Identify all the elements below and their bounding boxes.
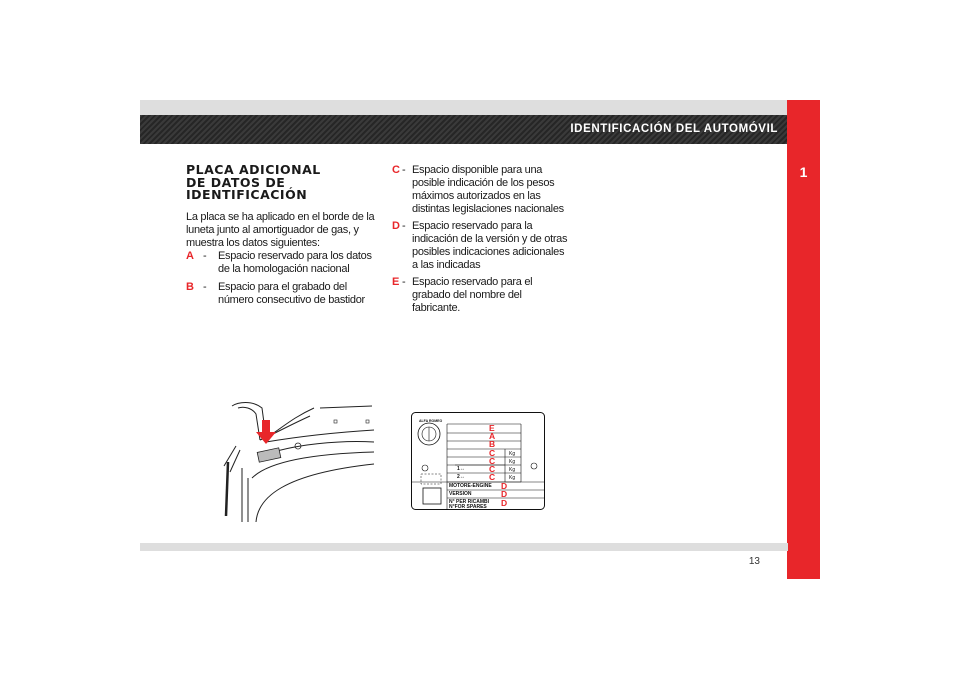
plate-letter: D	[501, 489, 508, 499]
plate-row-engine: MOTORE-ENGINE	[449, 483, 492, 489]
data-plate-location	[257, 448, 281, 462]
plate-row-spares-1: N° PER RICAMBI	[449, 499, 490, 505]
item-text: Espacio reservado para la indicación de la versión y de otras posibles indicaciones adicionales a las indicadas	[412, 220, 568, 271]
section-title-line-1: PLACA ADICIONAL	[186, 162, 321, 177]
items-list-right	[392, 164, 572, 319]
item-letter: B	[186, 281, 194, 293]
section-title	[186, 164, 386, 202]
plate-logo-text: ALFA ROMEO	[419, 419, 443, 423]
plate-letter: D	[501, 498, 508, 508]
plate-kg: Kg	[509, 459, 516, 465]
list-item: E - Espacio reservado para el grabado del nombre del fabricante.	[392, 276, 572, 315]
item-text: Espacio para el grabado del número consecutivo de bastidor	[218, 281, 365, 306]
item-text: Espacio disponible para una posible indicación de los pesos máximos autorizados en las distintas legislaciones nacionales	[412, 164, 564, 215]
plate-axle-1: 1↔	[457, 466, 465, 472]
section-title-line-3: IDENTIFICACIÓN	[186, 187, 308, 202]
chapter-number: 1	[799, 164, 808, 180]
trunk-illustration	[222, 398, 376, 524]
section-title-line-2: DE DATOS DE	[186, 174, 286, 190]
plate-letter: C	[489, 464, 496, 474]
plate-kg: Kg	[509, 475, 516, 481]
section-header-title: IDENTIFICACIÓN DEL AUTOMÓVIL	[570, 123, 778, 135]
identification-plate	[411, 412, 545, 510]
footer-band	[140, 543, 788, 551]
plate-letter: C	[489, 456, 496, 466]
plate-kg: Kg	[509, 467, 516, 473]
list-item: A - Espacio reservado para los datos de la homologación nacional	[186, 250, 372, 275]
plate-letter: A	[489, 431, 496, 441]
page-number: 13	[748, 556, 760, 567]
plate-letter: C	[489, 472, 496, 482]
plate-row-version: VERSION	[449, 491, 472, 497]
plate-letter: B	[489, 439, 496, 449]
item-letter: A	[186, 250, 194, 262]
list-item: C - Espacio disponible para una posible indicación de los pesos máximos autorizados en las distintas legislaciones nacionales	[392, 164, 572, 216]
items-list-left	[186, 250, 374, 312]
item-letter: D	[392, 220, 400, 232]
plate-axle-2: 2↔	[457, 474, 465, 480]
plate-kg: Kg	[509, 451, 516, 457]
item-text: Espacio reservado para el grabado del nombre del fabricante.	[412, 276, 533, 314]
intro-paragraph: La placa se ha aplicado en el borde de la luneta junto al amortiguador de gas, y muestra los datos siguientes:	[186, 211, 375, 249]
section-header	[140, 115, 788, 144]
plate-row-spares-2: N°FOR SPARES	[449, 504, 487, 510]
plate-letter: C	[489, 448, 496, 458]
item-text: Espacio reservado para los datos de la homologación nacional	[218, 250, 372, 275]
list-item: B - Espacio para el grabado del número consecutivo de bastidor	[186, 281, 365, 306]
plate-letter: D	[501, 481, 508, 491]
item-letter: C	[392, 164, 400, 176]
header-top-band	[140, 100, 788, 115]
plate-letter: E	[489, 423, 495, 433]
item-letter: E	[392, 276, 400, 288]
list-item: D - Espacio reservado para la indicación de la versión y de otras posibles indicaciones adicionales a las indicadas	[392, 220, 572, 272]
